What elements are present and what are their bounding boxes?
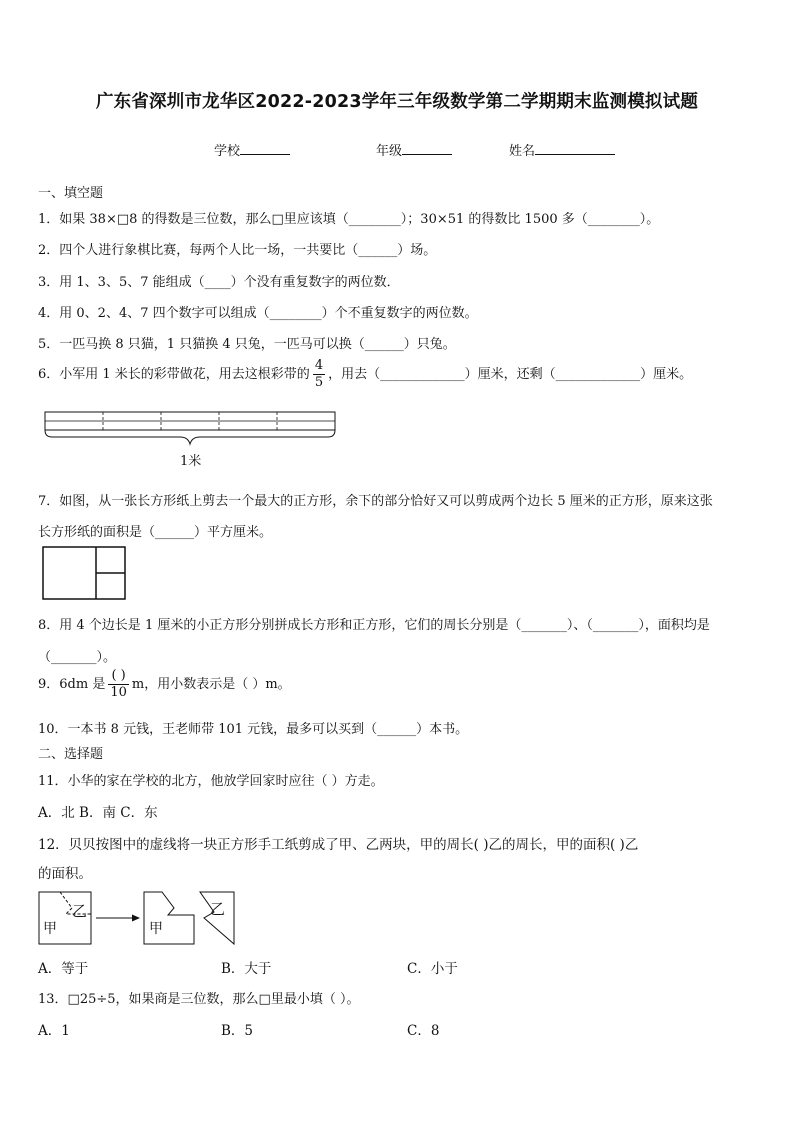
question-6-fraction: [313, 358, 325, 391]
school-label: 学校: [214, 144, 241, 159]
question-13-option-c: C．8: [407, 1023, 440, 1039]
question-12-option-a: A．等于: [38, 961, 89, 977]
label-yi-right: 乙: [210, 900, 226, 918]
question-7-line-2: 长方形纸的面积是（______）平方厘米。: [38, 525, 273, 540]
ribbon-brace: [45, 430, 335, 444]
rectangle-paper-diagram: [42, 546, 128, 602]
question-10: 10．一本书 8 元钱，王老师带 101 元钱，最多可以买到（______）本书。: [38, 722, 469, 737]
label-jia-right: 甲: [149, 921, 163, 937]
question-6-numerator: 4: [314, 358, 324, 373]
question-13-option-b: B．5: [221, 1023, 254, 1039]
label-yi-left: 乙: [72, 902, 88, 920]
transform-arrow-head: [132, 915, 140, 922]
grade-field: [376, 140, 452, 159]
question-1: 1．如果 38×□8 的得数是三位数，那么□里应该填（________）；30×51 的得数比 1500 多（________）。: [38, 212, 660, 227]
square-cut-diagram: [38, 888, 238, 946]
question-11-options: A．北 B．南 C．东: [38, 805, 158, 821]
question-8-line-2: （_______）。: [38, 650, 117, 665]
question-2: 2．四个人进行象棋比赛，每两个人比一场，一共要比（______）场。: [38, 243, 437, 258]
question-5: 5．一匹马换 8 只猫，1 只猫换 4 只兔，一匹马可以换（______）只兔。: [38, 337, 456, 352]
question-6-text-pre: 6．小军用 1 米长的彩带做花，用去这根彩带的: [38, 367, 310, 382]
question-9-numerator: ( ): [108, 668, 129, 685]
question-7-line-1: 7．如图，从一张长方形纸上剪去一个最大的正方形，余下的部分恰好又可以剪成两个边长 5 厘米的正方形，原来这张: [38, 494, 713, 509]
name-label: 姓名: [509, 144, 536, 159]
question-4: 4．用 0、2、4、7 四个数字可以组成（________）个不重复数字的两位数。: [38, 306, 478, 321]
question-9: [38, 668, 291, 701]
question-13-option-a: A．1: [38, 1023, 70, 1039]
school-blank: [240, 142, 290, 155]
grade-blank: [402, 142, 452, 155]
section-fill-heading: 一、填空题: [38, 186, 104, 201]
question-8-line-1: 8．用 4 个边长是 1 厘米的小正方形分别拼成长方形和正方形，它们的周长分别是（_______）、（_______），面积均是: [38, 618, 710, 633]
question-12-option-c: C．小于: [407, 961, 458, 977]
question-6-text-post: ，用去（_____________）厘米，还剩（_____________）厘米。: [328, 367, 693, 382]
question-9-fraction: [108, 668, 129, 701]
section-choice-heading: 二、选择题: [38, 747, 104, 762]
question-6: [38, 358, 692, 391]
question-12-line-1: 12．贝贝按图中的虚线将一块正方形手工纸剪成了甲、乙两块，甲的周长( )乙的周长，甲的面积( )乙: [38, 837, 639, 853]
question-11: 11．小华的家在学校的北方，他放学回家时应往（ ）方走。: [38, 774, 384, 789]
grade-label: 年级: [376, 144, 403, 159]
name-blank: [535, 142, 615, 155]
name-field: [509, 140, 615, 159]
question-13: 13．□25÷5，如果商是三位数，那么□里最小填（ ）。: [38, 992, 360, 1007]
question-12-line-2: 的面积。: [38, 866, 92, 882]
ribbon-length-label: 1米: [180, 454, 202, 469]
question-9-denominator: 10: [110, 685, 127, 700]
question-6-denominator: 5: [314, 375, 324, 390]
school-field: [214, 140, 290, 159]
question-12-option-b: B．大于: [221, 961, 272, 977]
question-9-text-post: m，用小数表示是（ ）m。: [131, 677, 291, 692]
question-3: 3．用 1、3、5、7 能组成（____）个没有重复数字的两位数．: [38, 275, 400, 290]
question-9-text-pre: 9．6dm 是: [38, 677, 106, 692]
label-jia-left: 甲: [43, 921, 57, 937]
page-title: 广东省深圳市龙华区2022-2023学年三年级数学第二学期期末监测模拟试题: [95, 92, 699, 112]
